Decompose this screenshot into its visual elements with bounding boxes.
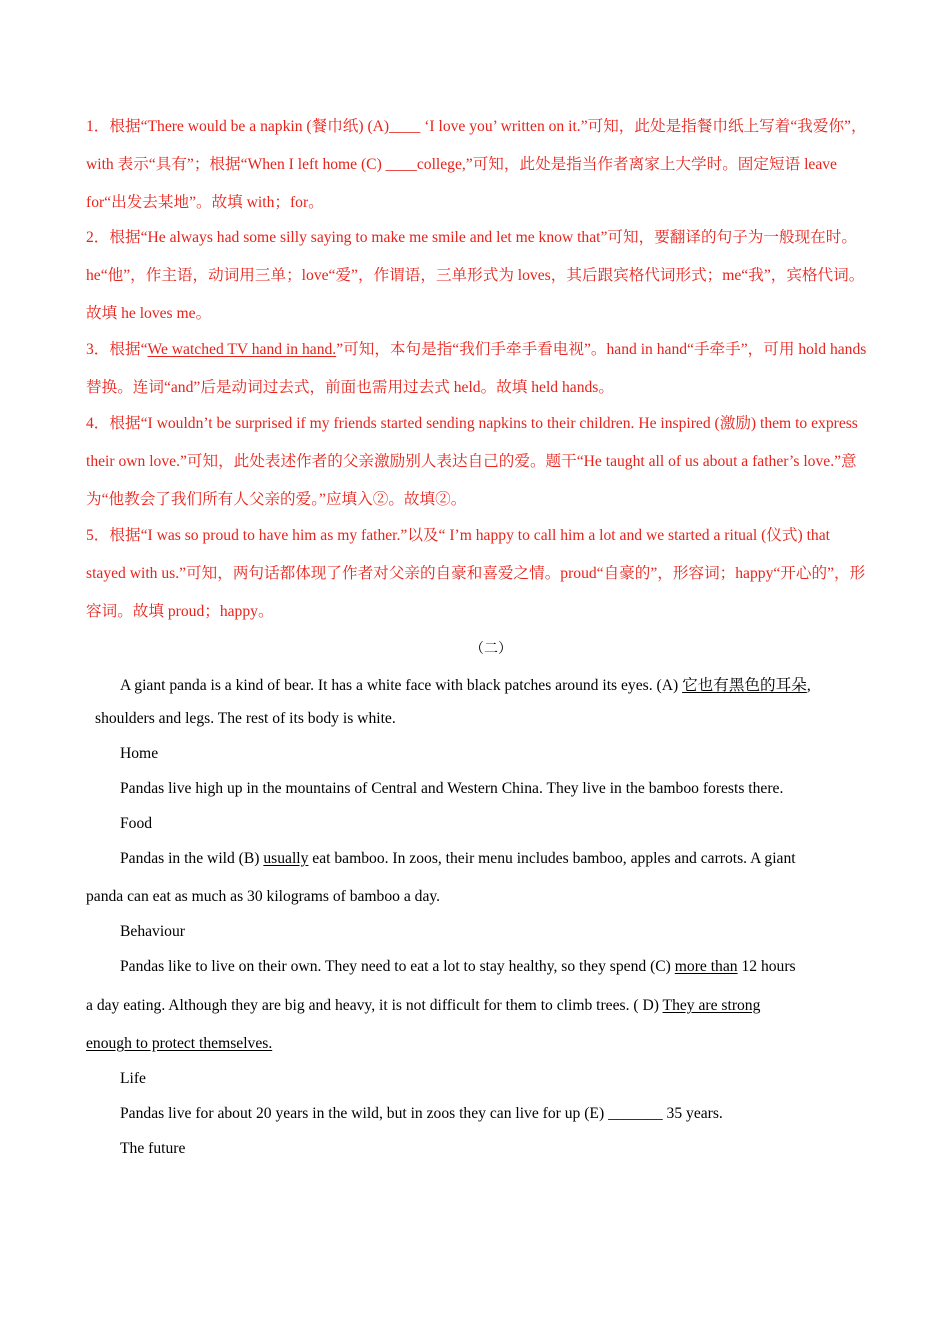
heading-future: The future [120, 1140, 186, 1157]
blank-c-answer: more than [674, 958, 738, 975]
blank-b-answer: usually [263, 850, 309, 867]
paragraph-behaviour-line2: a day eating. Although they are big and heavy, it is not difficult for them to climb trees. ( D) They are strong [86, 997, 761, 1014]
answer-3-text: 3．根据“ [86, 341, 148, 358]
heading-food: Food [120, 815, 153, 832]
paragraph-food-line1: Pandas in the wild (B) usually eat bamboo. In zoos, their menu includes bamboo, apples and carrots. A giant [120, 850, 796, 867]
blank-e: _______ [608, 1105, 663, 1122]
passage-intro-line1: A giant panda is a kind of bear. It has a white face with black patches around its eyes. (A) 它也有黑色的耳朵, [120, 677, 811, 694]
answer-1 [86, 108, 868, 222]
heading-life: Life [120, 1070, 146, 1087]
answer-3 [86, 331, 868, 407]
paragraph-behaviour-line3: enough to protect themselves. [86, 1035, 273, 1052]
heading-behaviour: Behaviour [120, 923, 185, 940]
paragraph-food-line2: panda can eat as much as 30 kilograms of bamboo a day. [86, 888, 441, 905]
paragraph-life: Pandas live for about 20 years in the wild, but in zoos they can live for up (E) _______ 35 years. [120, 1105, 723, 1122]
answer-2 [86, 219, 868, 333]
passage-intro-line2: shoulders and legs. The rest of its body is white. [95, 710, 396, 727]
paragraph-behaviour-line1: Pandas like to live on their own. They need to eat a lot to stay healthy, so they spend (C) more than 12 hours [120, 958, 796, 975]
answer-1-text: 1．根据“There would be a napkin (餐巾纸) (A)____ ‘I love you’ written on it.”可知，此处是指餐巾纸上写着“我爱你”，with 表示“具有”；根据“When I left home (C) ____college,”可知，此处是指当作者离家上大学时。固定短语 leave for“出发去某地”。故填 with；for。 [86, 118, 867, 211]
answer-4 [86, 405, 868, 519]
sentence-d-underlined: They are strong [662, 997, 761, 1014]
answer-5-text: 5．根据“I was so proud to have him as my father.”以及“ I’m happy to call him a lot and we started a ritual (仪式) that stayed with us.”可知，两句话都体现了作者对父亲的自豪和喜爱之情。proud“自豪的”，形容词；happy“开心的”，形容词。故填 proud；happy。 [86, 527, 866, 620]
answer-3-underlined-quote: We watched TV hand in hand. [147, 341, 337, 358]
paragraph-home: Pandas live high up in the mountains of Central and Western China. They live in the bamboo forests there. [120, 780, 784, 797]
answer-2-text: 2．根据“He always had some silly saying to make me smile and let me know that”可知，要翻译的句子为一般现在时。he“他”，作主语，动词用三单；love“爱”，作谓语，三单形式为 loves，其后跟宾格代词形式；me“我”，宾格代词。故填 he loves me。 [86, 229, 865, 322]
answer-4-text: 4．根据“I wouldn’t be surprised if my friends started sending napkins to their children. He inspired (激励) them to express their own love.”可知，此处表述作者的父亲激励别人表达自己的爱。题干“He taught all of us about a father’s love.”意为“他教会了我们所有人父亲的爱。”应填入②。故填②。 [86, 415, 858, 508]
heading-home: Home [120, 745, 159, 762]
answer-5 [86, 517, 868, 631]
section-title: （二） [470, 642, 512, 657]
answer-3-text-rest: ”可知，本句是指“我们手牵手看电视”。hand in hand“手牵手”，可用 hold hands 替换。连词“and”后是动词过去式，前面也需用过去式 held。故填 held hands。 [86, 341, 867, 396]
blank-a-answer: 它也有黑色的耳朵 [682, 677, 807, 694]
